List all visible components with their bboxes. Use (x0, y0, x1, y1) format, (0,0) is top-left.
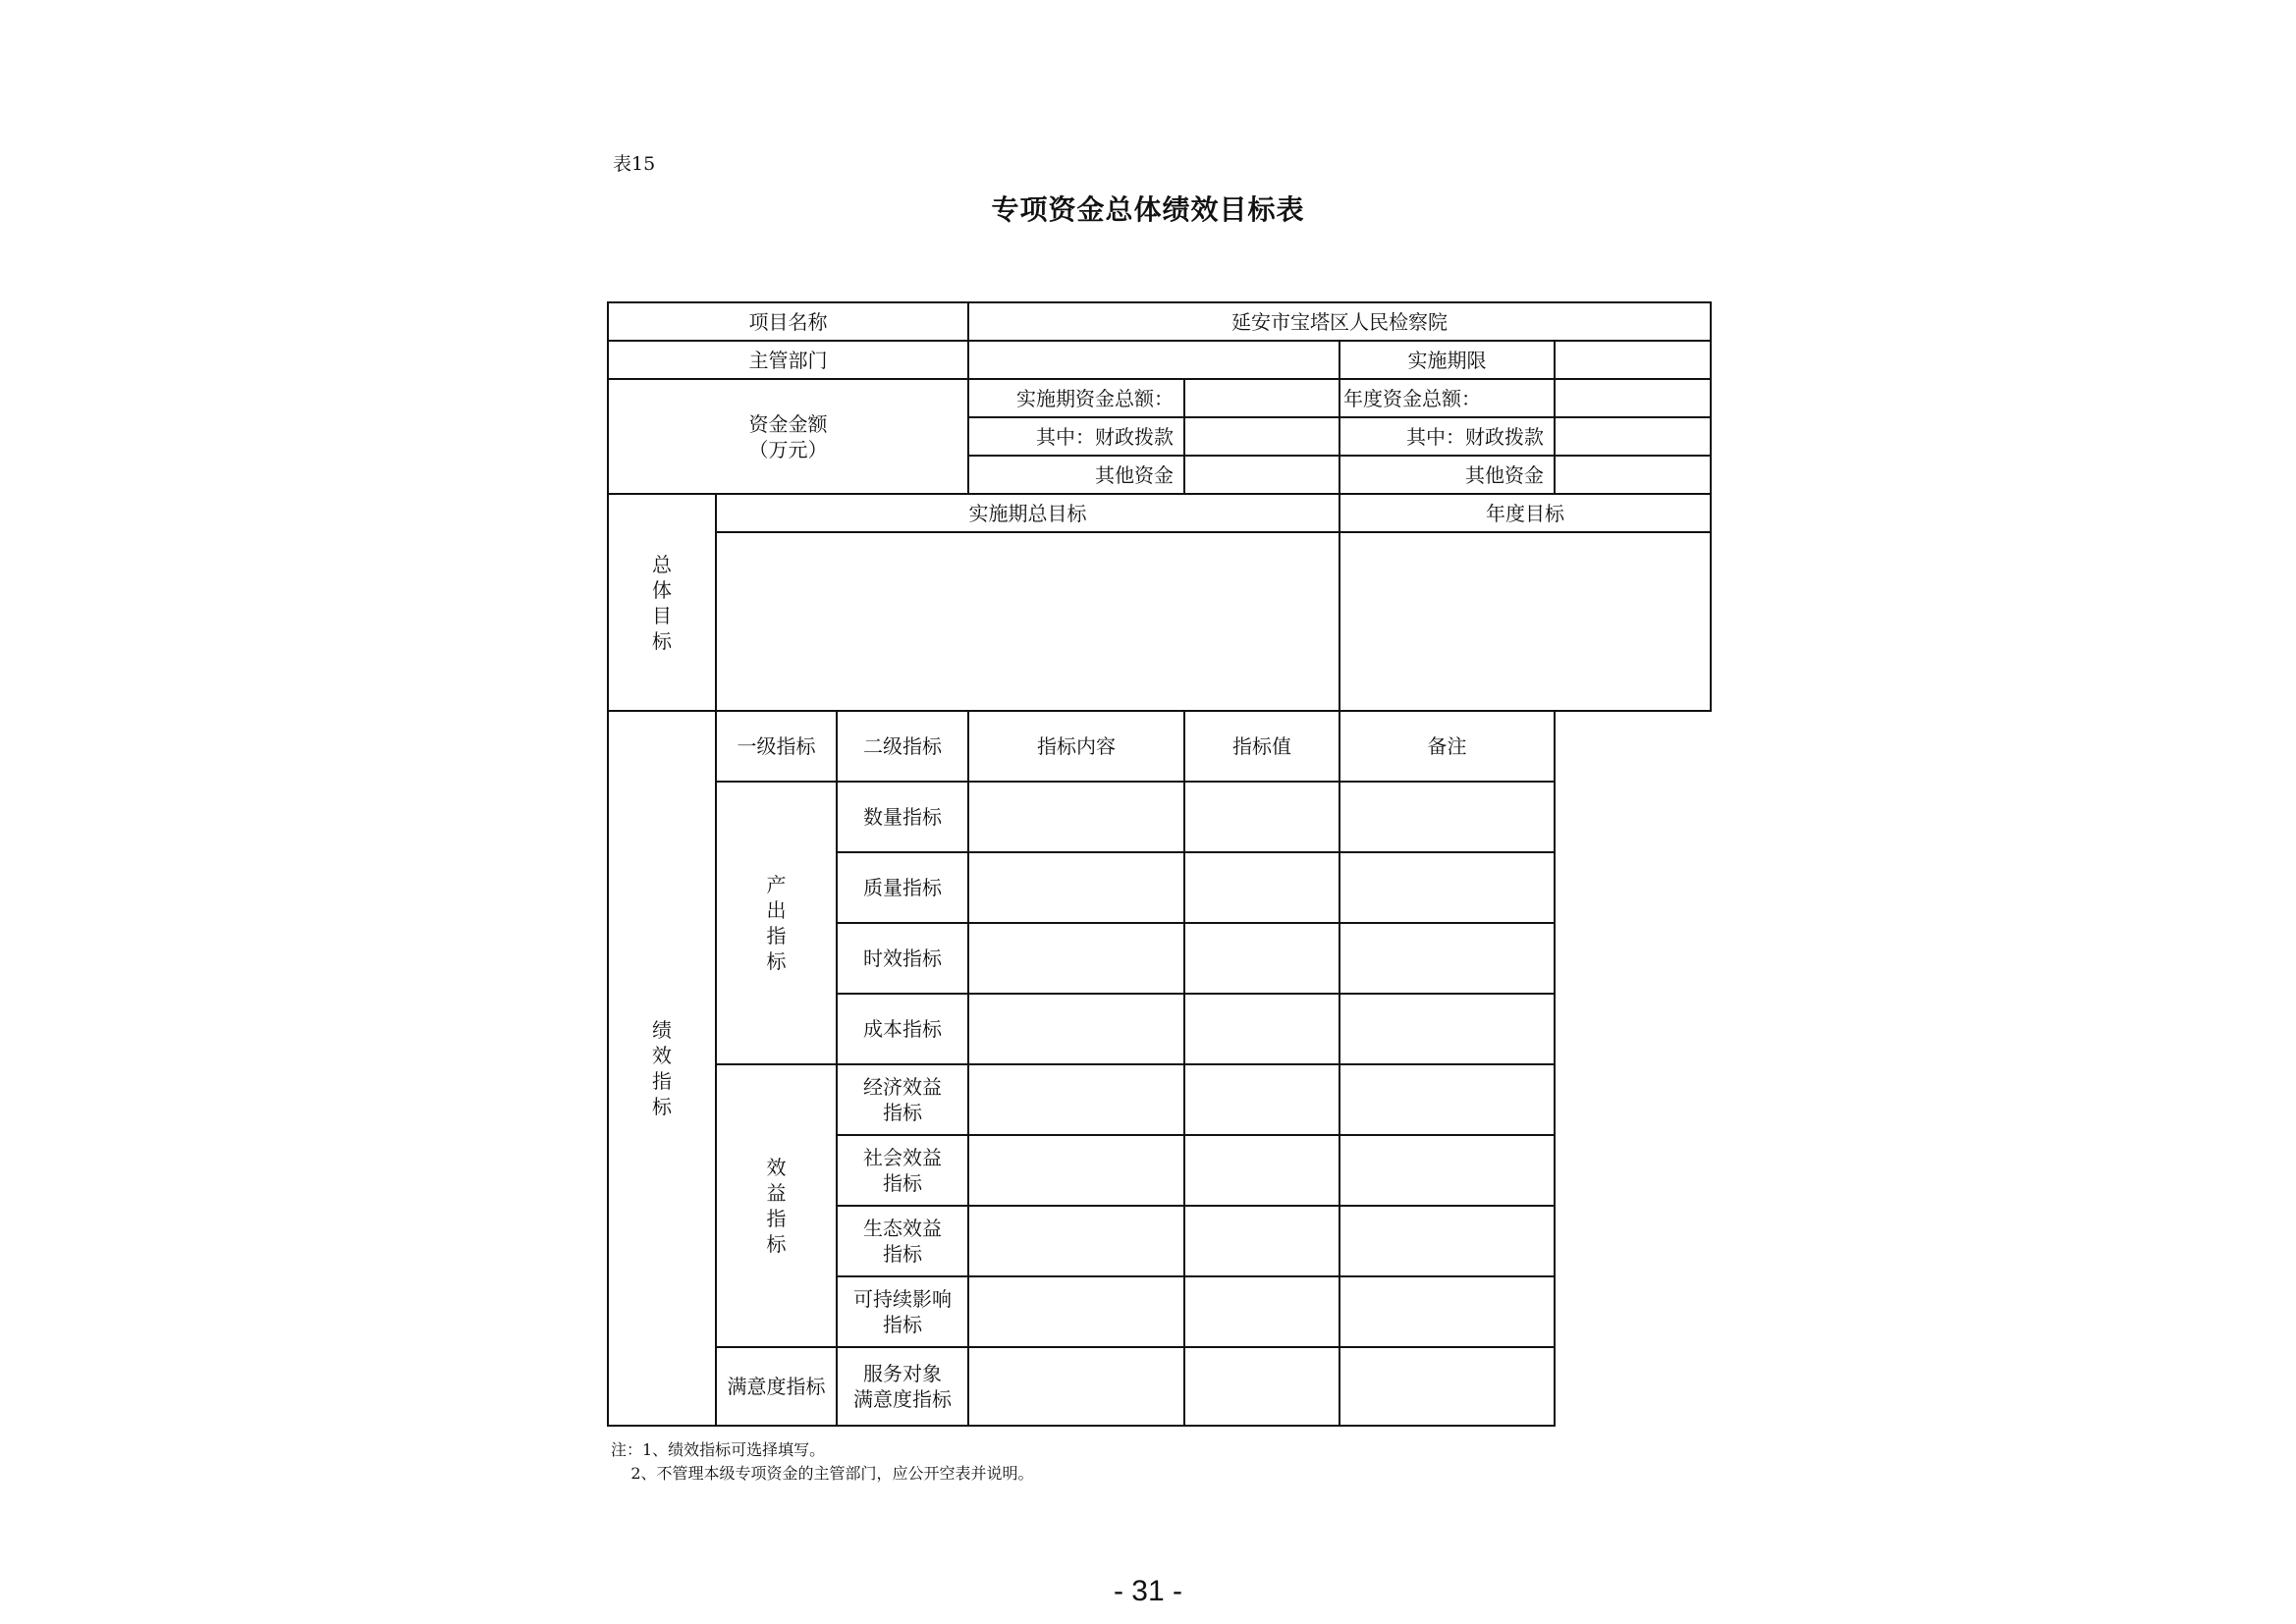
department-row (608, 341, 1711, 379)
overall-char-1: 总 (652, 552, 672, 576)
content-cell[interactable] (968, 1347, 1184, 1426)
funds-label-line1: 资金金额 (748, 411, 828, 436)
remark-cell[interactable] (1339, 1064, 1555, 1135)
footnote-1: 注：1、绩效指标可选择填写。 (611, 1440, 826, 1459)
level2-quantity: 数量指标 (837, 782, 968, 852)
overall-char-4: 标 (652, 628, 672, 653)
department-value[interactable] (968, 341, 1339, 379)
performance-goal-table (607, 301, 1712, 1427)
indicators-char-2: 效 (652, 1044, 672, 1067)
indicators-char-3: 指 (652, 1069, 672, 1093)
level2-economic (837, 1064, 968, 1135)
annual-other-label: 其他资金 (1339, 456, 1555, 494)
table-row (608, 782, 1711, 852)
impl-total-value[interactable] (1184, 379, 1339, 417)
level2-quality: 质量指标 (837, 852, 968, 923)
remark-cell[interactable] (1339, 782, 1555, 852)
project-name-label: 项目名称 (608, 302, 968, 341)
value-cell[interactable] (1184, 923, 1339, 994)
remark-cell[interactable] (1339, 1276, 1555, 1347)
annual-goal-label: 年度目标 (1339, 494, 1711, 532)
indicators-char-4: 标 (652, 1095, 672, 1118)
indicators-side-label (608, 711, 716, 1426)
content-cell[interactable] (968, 923, 1184, 994)
level2-cost: 成本指标 (837, 994, 968, 1064)
funds-label-line2: （万元） (748, 437, 828, 461)
level2-timeliness: 时效指标 (837, 923, 968, 994)
value-cell[interactable] (1184, 1206, 1339, 1276)
social-line1: 社会效益 (863, 1146, 942, 1169)
impl-fiscal-value[interactable] (1184, 417, 1339, 456)
impl-goal-label: 实施期总目标 (716, 494, 1339, 532)
value-cell[interactable] (1184, 1276, 1339, 1347)
content-cell[interactable] (968, 994, 1184, 1064)
value-cell[interactable] (1184, 1064, 1339, 1135)
project-name-row (608, 302, 1711, 341)
remark-cell[interactable] (1339, 1135, 1555, 1206)
overall-goal-content-row (608, 532, 1711, 711)
overall-char-3: 目 (652, 603, 672, 627)
overall-goal-header-row (608, 494, 1711, 532)
content-cell[interactable] (968, 782, 1184, 852)
impl-fiscal-label: 其中：财政拨款 (968, 417, 1184, 456)
level2-sustainability (837, 1276, 968, 1347)
annual-total-value[interactable] (1555, 379, 1711, 417)
indicator-header-row (608, 711, 1711, 782)
remark-cell[interactable] (1339, 994, 1555, 1064)
period-value[interactable] (1555, 341, 1711, 379)
table-row (608, 1064, 1711, 1135)
economic-line1: 经济效益 (863, 1075, 942, 1099)
content-cell[interactable] (968, 1206, 1184, 1276)
period-label: 实施期限 (1339, 341, 1555, 379)
ecological-line1: 生态效益 (863, 1217, 942, 1240)
output-char-2: 出 (766, 898, 787, 922)
economic-line2: 指标 (883, 1101, 922, 1124)
annual-fiscal-label: 其中：财政拨款 (1339, 417, 1555, 456)
sustainability-line2: 指标 (883, 1313, 922, 1336)
overall-goal-side-label (608, 494, 716, 711)
value-cell[interactable] (1184, 994, 1339, 1064)
annual-fiscal-value[interactable] (1555, 417, 1711, 456)
content-cell[interactable] (968, 1276, 1184, 1347)
table-number: 表15 (613, 153, 656, 175)
value-cell[interactable] (1184, 782, 1339, 852)
level2-social (837, 1135, 968, 1206)
output-char-3: 指 (766, 924, 787, 947)
indicators-char-1: 绩 (652, 1018, 672, 1042)
col-level1: 一级指标 (716, 711, 837, 782)
value-cell[interactable] (1184, 1347, 1339, 1426)
level2-satisfaction (837, 1347, 968, 1426)
output-char-1: 产 (766, 873, 787, 896)
remark-cell[interactable] (1339, 923, 1555, 994)
funds-row-total (608, 379, 1711, 417)
project-name-value[interactable]: 延安市宝塔区人民检察院 (968, 302, 1711, 341)
annual-total-label: 年度资金总额： (1339, 379, 1555, 417)
satisfaction-indicator-label: 满意度指标 (716, 1347, 837, 1426)
funds-label (608, 379, 968, 494)
col-remark: 备注 (1339, 711, 1555, 782)
impl-total-label: 实施期资金总额： (968, 379, 1184, 417)
content-cell[interactable] (968, 852, 1184, 923)
benefit-indicator-label (716, 1064, 837, 1347)
department-label: 主管部门 (608, 341, 968, 379)
sustainability-line1: 可持续影响 (853, 1287, 952, 1311)
benefit-char-2: 益 (766, 1181, 787, 1205)
impl-other-value[interactable] (1184, 456, 1339, 494)
annual-other-value[interactable] (1555, 456, 1711, 494)
page-title: 专项资金总体绩效目标表 (991, 193, 1305, 226)
col-content: 指标内容 (968, 711, 1184, 782)
content-cell[interactable] (968, 1135, 1184, 1206)
output-indicator-label (716, 782, 837, 1064)
col-level2: 二级指标 (837, 711, 968, 782)
social-line2: 指标 (883, 1171, 922, 1195)
footnotes (611, 1438, 1034, 1486)
content-cell[interactable] (968, 1064, 1184, 1135)
level2-ecological (837, 1206, 968, 1276)
overall-char-2: 体 (652, 577, 672, 602)
output-char-4: 标 (766, 949, 787, 973)
benefit-char-1: 效 (766, 1156, 787, 1179)
impl-other-label: 其他资金 (968, 456, 1184, 494)
satisfaction-line1: 服务对象 (863, 1362, 942, 1385)
benefit-char-4: 标 (766, 1232, 787, 1256)
footnote-2: 2、不管理本级专项资金的主管部门，应公开空表并说明。 (611, 1464, 1034, 1483)
col-value: 指标值 (1184, 711, 1339, 782)
remark-cell[interactable] (1339, 1206, 1555, 1276)
benefit-char-3: 指 (766, 1207, 787, 1230)
remark-cell[interactable] (1339, 1347, 1555, 1426)
page-number: - 31 - (1113, 1575, 1183, 1607)
impl-goal-content[interactable] (716, 532, 1339, 711)
remark-cell[interactable] (1339, 852, 1555, 923)
value-cell[interactable] (1184, 1135, 1339, 1206)
annual-goal-content[interactable] (1339, 532, 1711, 711)
satisfaction-line2: 满意度指标 (853, 1387, 952, 1411)
table-row (608, 1347, 1711, 1426)
ecological-line2: 指标 (883, 1242, 922, 1266)
value-cell[interactable] (1184, 852, 1339, 923)
